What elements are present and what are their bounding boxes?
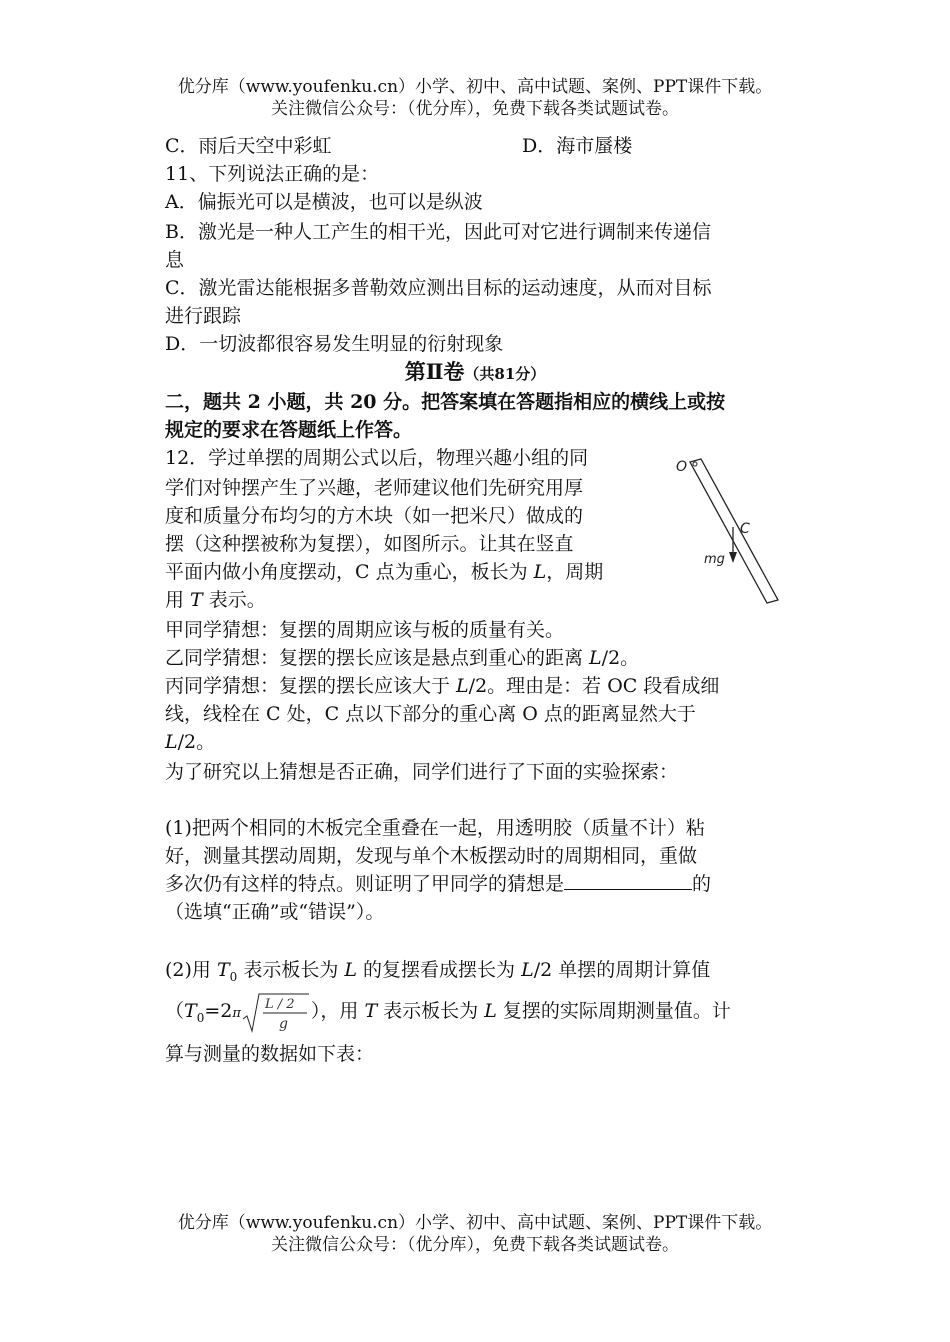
part2-title-sub: （共81分） bbox=[464, 365, 546, 383]
q12-line-3: 度和质量分布均匀的方木块（如一把米尺）做成的 bbox=[165, 505, 584, 527]
label-o: O bbox=[676, 459, 688, 475]
q12-line-4: 摆（这种摆被称为复摆），如图所示。让其在竖直 bbox=[165, 533, 574, 555]
q12-line-5 bbox=[165, 558, 603, 586]
q12-guess-bing-line-3 bbox=[165, 728, 215, 756]
q12-part1-text: 多次仍有这样的特点。则证明了甲同学的猜想是 bbox=[165, 873, 565, 895]
pivot-point bbox=[693, 462, 697, 466]
q11-option-c-line-2: 进行跟踪 bbox=[165, 305, 242, 327]
q10-option-c: C．雨后天空中彩虹 bbox=[165, 135, 332, 157]
q12-part2-line-3: 算与测量的数据如下表： bbox=[165, 1043, 375, 1065]
q12-part2-line-2 bbox=[165, 990, 731, 1039]
q12-part1-line-3 bbox=[165, 870, 711, 898]
q12-guess-bing-line-2: 线，线栓在 C 处，C 点以下部分的重心离 O 点的距离显然大于 bbox=[165, 703, 696, 725]
sqrt-sign bbox=[241, 991, 311, 1033]
q12-line-1: 12．学过单摆的周期公式以后，物理兴趣小组的同 bbox=[165, 447, 589, 469]
q12-var-T: T bbox=[190, 589, 203, 611]
q12-guess-bing-line-1 bbox=[165, 672, 719, 700]
q12-guess-jia: 甲同学猜想：复摆的周期应该与板的质量有关。 bbox=[165, 619, 565, 641]
q12-var-L: L bbox=[344, 959, 358, 981]
q10-option-d: D．海市蜃楼 bbox=[522, 135, 633, 157]
compound-pendulum-figure bbox=[668, 455, 788, 610]
sqrt-formula bbox=[241, 991, 311, 1033]
q12-var-L: L bbox=[484, 1000, 497, 1022]
q12-explore-intro: 为了研究以上猜想是否正确，同学们进行了下面的实验探索： bbox=[165, 761, 679, 783]
q12-line-5-text: 平面内做小角度摆动，C 点为重心，板长为 bbox=[165, 561, 534, 583]
subscript: 0 bbox=[229, 969, 238, 984]
q12-var-L: L bbox=[165, 731, 178, 753]
label-mg: mg bbox=[704, 552, 725, 567]
q12-guess-bing-3-end: /2。 bbox=[177, 731, 216, 753]
answer-blank[interactable] bbox=[564, 871, 692, 890]
q11-stem: 11、下列说法正确的是： bbox=[165, 163, 380, 185]
q12-guess-yi-end: /2。 bbox=[601, 647, 640, 669]
q12-guess-bing-text: 丙同学猜想：复摆的摆长应该大于 bbox=[165, 675, 457, 697]
q12-guess-yi-text: 乙同学猜想：复摆的摆长应该是悬点到重心的距离 bbox=[165, 647, 590, 669]
q12-var-L: L bbox=[456, 675, 469, 697]
q12-line-5-end: ，周期 bbox=[546, 561, 604, 583]
pendulum-diagram bbox=[668, 455, 788, 610]
subscript: 0 bbox=[196, 1010, 205, 1025]
q11-option-d: D．一切波都很容易发生明显的衍射现象 bbox=[165, 333, 504, 355]
text: 复摆的实际周期测量值。计 bbox=[496, 1000, 731, 1022]
q11-option-c-line-1: C．激光雷达能根据多普勒效应测出目标的运动速度，从而对目标 bbox=[165, 277, 712, 299]
part2-instructions-line-2: 规定的要求在答题纸上作答。 bbox=[165, 419, 413, 441]
q12-var-T: T bbox=[364, 1000, 378, 1022]
board-outline bbox=[690, 459, 778, 603]
label-c: C bbox=[740, 521, 750, 537]
footer-line-2: 关注微信公众号：（优分库），免费下载各类试题试卷。 bbox=[271, 1235, 679, 1255]
q12-var-L: L bbox=[533, 561, 547, 583]
q12-var-T: T bbox=[184, 1000, 197, 1022]
text: 表示板长为 bbox=[377, 1000, 485, 1022]
q12-line-6-end: 表示。 bbox=[202, 589, 266, 611]
header-line-2: 关注微信公众号：（优分库），免费下载各类试题试卷。 bbox=[271, 99, 679, 119]
q12-part2-line-1 bbox=[165, 956, 710, 991]
q12-line-2: 学们对钟摆产生了兴趣，老师建议他们先研究用厚 bbox=[165, 477, 584, 499]
q12-guess-yi bbox=[165, 644, 639, 672]
part2-instructions-line-1: 二，题共 2 小题，共 20 分。把答案填在答题指相应的横线上或按 bbox=[165, 391, 726, 413]
fraction-denominator: g bbox=[278, 1016, 288, 1032]
q12-line-6-text: 用 bbox=[165, 589, 191, 611]
footer-line-1: 优分库（www.youfenku.cn）小学、初中、高中试题、案例、PPT课件下载。 bbox=[177, 1213, 773, 1233]
q12-part1-end: 的 bbox=[692, 873, 712, 895]
text: =2 bbox=[204, 1000, 233, 1022]
q12-part1-line-2: 好，测量其摆动周期，发现与单个木板摆动时的周期相同，重做 bbox=[165, 845, 698, 867]
q12-var-L: L bbox=[521, 959, 534, 981]
q12-part1-line-4: （选填“正确”或“错误”）。 bbox=[165, 901, 385, 923]
q12-var-L: L bbox=[589, 647, 602, 669]
text: （ bbox=[165, 1000, 185, 1022]
text: /2 单摆的周期计算值 bbox=[533, 959, 711, 981]
q11-option-a: A．偏振光可以是横波，也可以是纵波 bbox=[165, 191, 483, 213]
header-line-1: 优分库（www.youfenku.cn）小学、初中、高中试题、案例、PPT课件下载。 bbox=[177, 77, 773, 97]
text: ），用 bbox=[310, 1000, 365, 1022]
q12-guess-bing-end: /2。理由是：若 OC 段看成细 bbox=[468, 675, 720, 697]
q11-option-b-line-1: B．激光是一种人工产生的相干光，因此可对它进行调制来传递信 bbox=[165, 221, 711, 243]
q12-var-T: T bbox=[216, 959, 230, 981]
fraction-numerator: L / 2 bbox=[264, 997, 295, 1012]
pi-symbol: π bbox=[232, 1006, 241, 1021]
text: (2)用 bbox=[165, 959, 217, 981]
gravity-arrow-head bbox=[729, 552, 737, 563]
text: 表示板长为 bbox=[237, 959, 345, 981]
q12-line-6 bbox=[165, 586, 266, 614]
part2-title bbox=[0, 358, 950, 388]
q11-option-b-line-2: 息 bbox=[165, 249, 185, 271]
q12-part1-line-1: (1)把两个相同的木板完全重叠在一起，用透明胶（质量不计）粘 bbox=[165, 817, 705, 839]
part2-title-main: 第Ⅱ卷 bbox=[404, 359, 465, 384]
text: 的复摆看成摆长为 bbox=[357, 959, 522, 981]
